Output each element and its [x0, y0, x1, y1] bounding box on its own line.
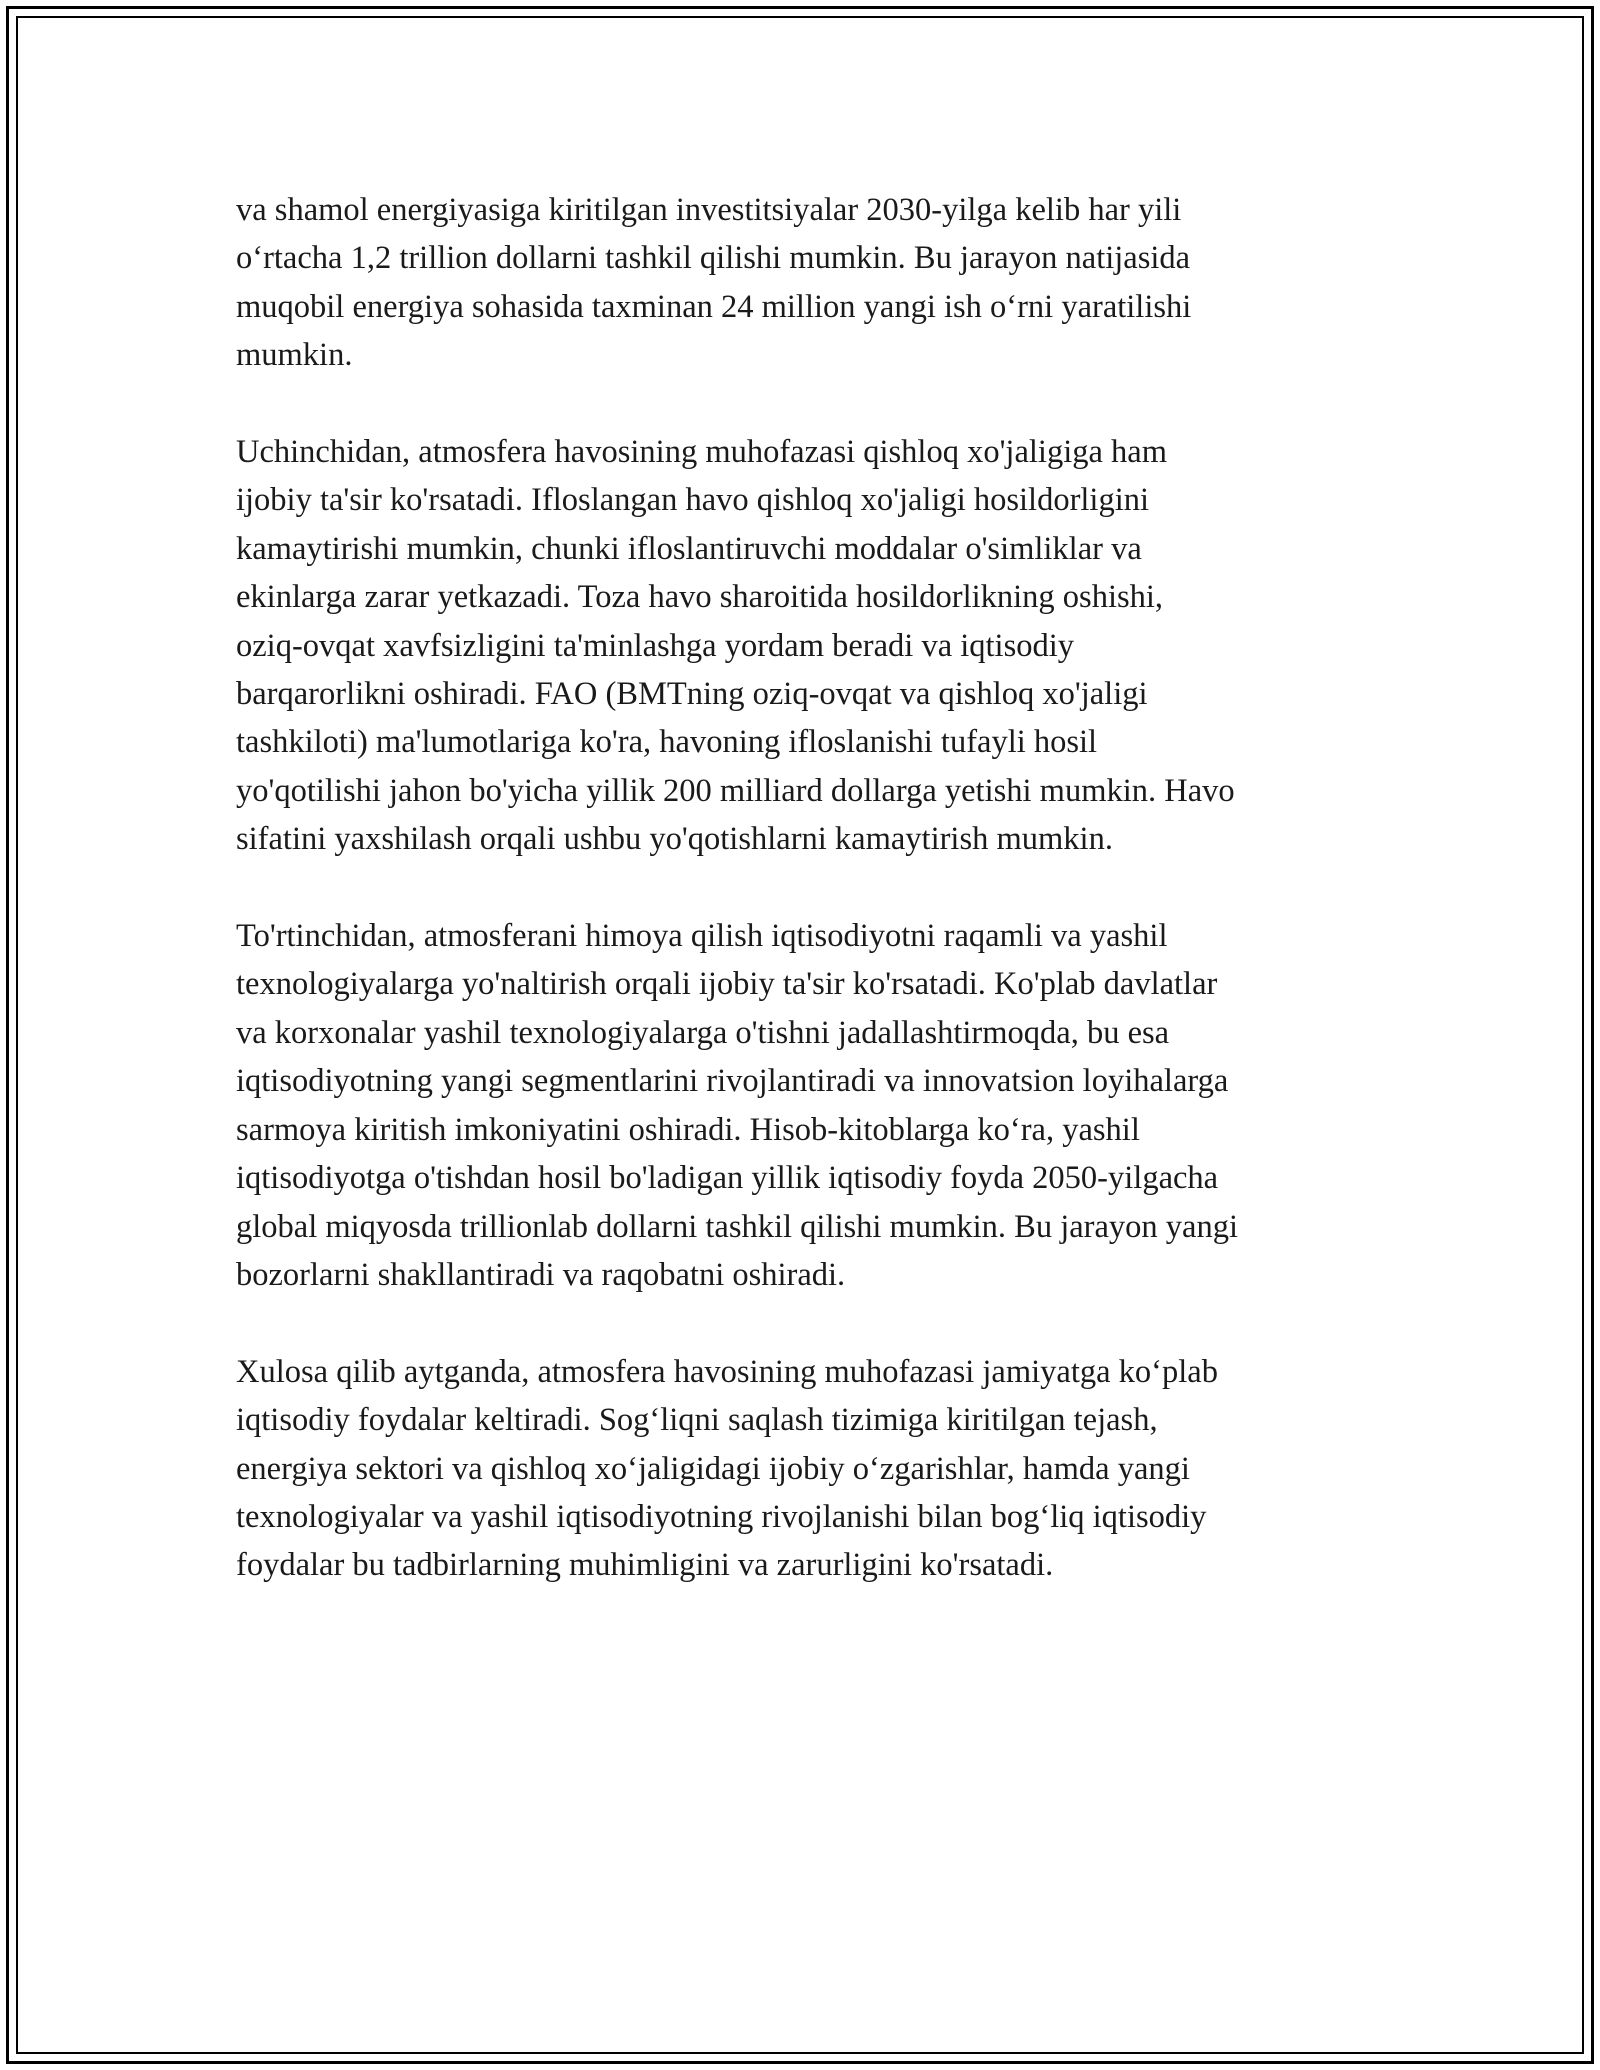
text-line: foydalar bu tadbirlarning muhimligini va zarurligini ko'rsatadi.: [236, 1547, 1054, 1584]
text-line: sarmoya kiritish imkoniyatini oshiradi. Hisob-kitoblarga koʻra, yashil: [236, 1111, 1140, 1148]
text-line: kamaytirishi mumkin, chunki ifloslantiruvchi moddalar o'simliklar va: [236, 530, 1142, 567]
text-line: Uchinchidan, atmosfera havosining muhofazasi qishloq xo'jaligiga ham: [236, 434, 1167, 471]
text-line: mumkin.: [236, 337, 353, 374]
text-line: global miqyosda trillionlab dollarni tashkil qilishi mumkin. Bu jarayon yangi: [236, 1208, 1238, 1245]
text-line: barqarorlikni oshiradi. FAO (BMTning oziq-ovqat va qishloq xo'jaligi: [236, 676, 1148, 713]
text-line: iqtisodiy foydalar keltiradi. Sogʻliqni saqlash tizimiga kiritilgan tejash,: [236, 1402, 1158, 1439]
text-line: muqobil energiya sohasida taxminan 24 million yangi ish oʻrni yaratilishi: [236, 288, 1192, 325]
text-line: energiya sektori va qishloq xoʻjaligidagi ijobiy oʻzgarishlar, hamda yangi: [236, 1450, 1190, 1487]
paragraph-4: [236, 1348, 1376, 1590]
text-line: ijobiy ta'sir ko'rsatadi. Ifloslangan havo qishloq xo'jaligi hosildorligini: [236, 482, 1150, 519]
text-line: oziq-ovqat xavfsizligini ta'minlashga yordam beradi va iqtisodiy: [236, 627, 1075, 664]
text-line: bozorlarni shakllantiradi va raqobatni oshiradi.: [236, 1256, 846, 1293]
text-line: texnologiyalar va yashil iqtisodiyotning rivojlanishi bilan bogʻliq iqtisodiy: [236, 1498, 1207, 1535]
paragraph-2: [236, 428, 1376, 864]
text-line: texnologiyalarga yo'naltirish orqali ijobiy ta'sir ko'rsatadi. Ko'plab davlatlar: [236, 966, 1218, 1003]
text-line: iqtisodiyotga o'tishdan hosil bo'ladigan yillik iqtisodiy foyda 2050-yilgacha: [236, 1160, 1219, 1197]
text-line: oʻrtacha 1,2 trillion dollarni tashkil qilishi mumkin. Bu jarayon natijasida: [236, 240, 1191, 277]
text-line: va korxonalar yashil texnologiyalarga o'tishni jadallashtirmoqda, bu esa: [236, 1014, 1170, 1051]
paragraph-1: [236, 186, 1376, 380]
text-line: ekinlarga zarar yetkazadi. Toza havo sharoitida hosildorlikning oshishi,: [236, 579, 1164, 616]
text-line: iqtisodiyotning yangi segmentlarini rivojlantiradi va innovatsion loyihalarga: [236, 1063, 1229, 1100]
document-body: [236, 186, 1376, 1590]
text-line: sifatini yaxshilash orqali ushbu yo'qotishlarni kamaytirish mumkin.: [236, 821, 1113, 858]
text-line: To'rtinchidan, atmosferani himoya qilish iqtisodiyotni raqamli va yashil: [236, 918, 1168, 955]
paragraph-3: [236, 912, 1376, 1299]
text-line: tashkiloti) ma'lumotlariga ko'ra, havoning ifloslanishi tufayli hosil: [236, 724, 1098, 761]
text-line: va shamol energiyasiga kiritilgan investitsiyalar 2030-yilga kelib har yili: [236, 192, 1182, 228]
text-line: yo'qotilishi jahon bo'yicha yillik 200 milliard dollarga yetishi mumkin. Havo: [236, 772, 1235, 809]
text-line: Xulosa qilib aytganda, atmosfera havosining muhofazasi jamiyatga koʻplab: [236, 1353, 1218, 1390]
